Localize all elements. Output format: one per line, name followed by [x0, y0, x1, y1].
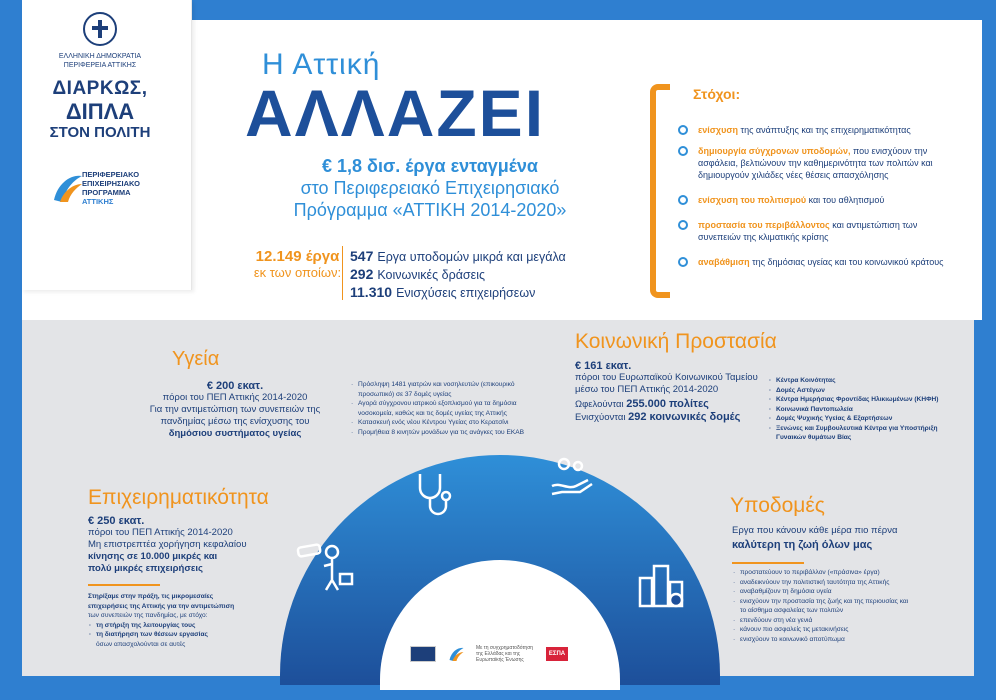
title-sub-3: Πρόγραμμα «ΑΤΤΙΚΗ 2014-2020» [293, 200, 567, 220]
list-item: · επενδύουν στη νέα γενιά [732, 616, 912, 626]
pep-line-3: ΠΡΟΓΡΑΜΜΑ [82, 188, 131, 197]
pep-logo-icon [50, 170, 84, 206]
business-divider [88, 584, 160, 586]
social-benefit-label: Ωφελούνται [575, 399, 624, 410]
list-item: · αναδεικνύουν την πολιτιστική ταυτότητα της Αττικής [732, 578, 912, 588]
city-buildings-icon [636, 560, 688, 612]
espa-text: ΕΣΠΑ [548, 651, 566, 657]
infra-line-2: καλύτερη τη ζωή όλων μας [732, 539, 873, 551]
frame-left [0, 0, 22, 700]
list-item: · προστατεύουν το περιβάλλον («πράσινα» έργα) [732, 568, 912, 578]
health-line-4: δημόσιου συστήματος υγείας [168, 428, 302, 439]
infra-list [732, 568, 912, 644]
health-line-1: πόροι του ΠΕΠ Αττικής 2014-2020 [162, 392, 308, 403]
goal-highlight: ενίσχυση [698, 125, 739, 135]
list-item: · Ξενώνες και Συμβουλευτικά Κέντρα για Υποστήριξη Γυναικών θυμάτων Βίας [768, 424, 968, 443]
target-icon [678, 195, 688, 205]
goal-highlight: αναβάθμιση [698, 257, 750, 267]
total-projects [250, 248, 345, 280]
social-line-1: πόροι του Ευρωπαϊκού Κοινωνικού Ταμείου [575, 372, 758, 383]
business-amount: € 250 εκατ. [88, 515, 145, 527]
list-item: · ενισχύουν το κοινωνικό αποτύπωμα [732, 635, 912, 645]
infra-line-1: Εργα που κάνουν κάθε μέρα πιο πέρνα [732, 525, 898, 536]
health-text [130, 380, 340, 440]
business-line-4: πολύ μικρές επιχειρήσεις [88, 563, 203, 574]
count-value: 547 [350, 248, 374, 264]
goal-text: που ενισχύουν την ασφάλεια, βελτιώνουν την καθημερινότητα των πολιτών και δημιουργούν χιλιάδες νέες θέσεις απασχόλησης [698, 146, 933, 180]
slogan [30, 78, 170, 142]
slogan-line-2: ΔΙΠΛΑ [65, 99, 135, 124]
business-text [88, 515, 268, 575]
footer-logos [410, 644, 568, 664]
business-note [88, 592, 278, 649]
pep-text [82, 170, 172, 206]
business-note-2: επιχειρήσεις της Αττικής για την αντιμετώπιση [88, 602, 235, 610]
goal-item [678, 194, 958, 206]
pep-logo-small-icon [446, 645, 466, 663]
title-small: Η Αττική [262, 48, 381, 81]
goal-text: και αντιμετώπιση των συνεπειών της κλιματικής κρίσης [698, 220, 918, 242]
goal-highlight: προστασία του περιβάλλοντος [698, 220, 830, 230]
infra-heading: Υποδομές [730, 494, 825, 517]
target-icon [678, 146, 688, 156]
goals-title: Στόχοι: [693, 86, 741, 102]
business-line-3: κίνησης σε 10.000 μικρές και [88, 551, 218, 562]
count-value: 292 [350, 266, 374, 282]
title-big: ΑΛΛΑΖΕΙ [245, 76, 546, 150]
target-icon [678, 257, 688, 267]
count-divider [342, 246, 343, 300]
social-text [575, 360, 765, 424]
list-item: · Αγορά σύγχρονου ιατρικού εξοπλισμού για τα δημόσια νοσοκομεία, καθώς και τις δομές υγείας της Αττικής [350, 399, 530, 418]
health-heading: Υγεία [172, 348, 220, 370]
business-heading: Επιχειρηματικότητα [88, 486, 269, 509]
goal-text: της ανάπτυξης και της επιχειρηματικότητας [738, 125, 911, 135]
list-item: · κάνουν πιο ασφαλείς τις μετακινήσεις [732, 625, 912, 635]
slogan-line-3: ΣΤΟΝ ΠΟΛΙΤΗ [49, 124, 151, 141]
health-amount: € 200 εκατ. [206, 380, 264, 392]
social-list [768, 376, 968, 443]
list-item: · Κοινωνικά Παντοπωλεία [768, 405, 968, 415]
business-line-2: Μη επιστρεπτέα χορήγηση κεφαλαίου [88, 539, 247, 550]
business-line-1: πόροι του ΠΕΠ Αττικής 2014-2020 [88, 527, 233, 538]
count-value: 11.310 [350, 284, 393, 300]
goal-item [678, 256, 958, 268]
infra-divider [732, 562, 804, 564]
list-item: · Κέντρα Ημερήσιας Φροντίδας Ηλικιωμένων (ΚΗΦΗ) [768, 395, 968, 405]
crest-line-2: ΠΕΡΙΦΕΡΕΙΑ ΑΤΤΙΚΗΣ [63, 62, 137, 69]
count-item [350, 266, 566, 284]
total-projects-sub: εκ των οποίων: [253, 265, 342, 280]
goal-item [678, 124, 958, 136]
infra-text [732, 525, 942, 551]
title-sub-1: € 1,8 δισ. έργα ενταγμένα [322, 156, 538, 176]
list-item: · Κατασκευή ενός νέου Κέντρου Υγείας στο Κερατσίνι [350, 418, 530, 428]
goal-highlight: ενίσχυση του πολιτισμού [698, 195, 807, 205]
health-list [350, 380, 530, 437]
greek-crest-icon [83, 12, 117, 46]
care-hands-icon [548, 452, 594, 498]
eu-flag-icon [410, 646, 436, 662]
list-item: · αναβαθμίζουν τη δημόσια υγεία [732, 587, 912, 597]
list-item: · ενισχύουν την προστασία της ζωής και της περιουσίας και το αίσθημα ασφαλείας των πολιτών [732, 597, 912, 616]
count-label: Κοινωνικές δράσεις [377, 268, 486, 282]
total-projects-value: 12.149 έργα [255, 248, 340, 265]
crest-line-1: ΕΛΛΗΝΙΚΗ ΔΗΜΟΚΡΑΤΙΑ [58, 53, 142, 60]
count-item [350, 248, 566, 266]
goal-highlight: δημιουργία σύγχρονων υποδομών, [698, 146, 851, 156]
target-icon [678, 220, 688, 230]
pep-line-4: ΑΤΤΙΚΗΣ [82, 197, 114, 206]
list-item: · Δομές Ψυχικής Υγείας & Εξαρτήσεων [768, 414, 968, 424]
count-breakdown [350, 248, 566, 302]
social-benefit-value: 255.000 πολίτες [626, 398, 709, 410]
goals-bracket [650, 84, 670, 298]
target-icon [678, 125, 688, 135]
goal-text: και του αθλητισμού [806, 195, 885, 205]
health-line-2: Για την αντιμετώπιση των συνεπειών της [149, 404, 321, 415]
business-note-3: των συνεπειών της πανδημίας, με στόχο: [88, 612, 208, 619]
pep-line-1: ΠΕΡΙΦΕΡΕΙΑΚΟ [82, 170, 140, 179]
social-support-label: Ενισχύονται [575, 412, 626, 423]
goal-item [678, 219, 958, 243]
count-label: Εργα υποδομών μικρά και μεγάλα [377, 250, 566, 264]
business-note-6: όσων απασχολούνται σε αυτές [96, 640, 186, 648]
frame-right [974, 320, 996, 700]
goal-text: της δημόσιας υγείας και του κοινωνικού κράτους [749, 257, 944, 267]
title-sub [250, 155, 610, 221]
social-heading: Κοινωνική Προστασία [575, 330, 777, 353]
list-item: · Δομές Αστέγων [768, 386, 968, 396]
social-line-2: μέσω του ΠΕΠ Αττικής 2014-2020 [575, 384, 719, 395]
businessman-telescope-icon [296, 540, 356, 592]
title-sub-2: στο Περιφερειακό Επιχειρησιακό [300, 178, 560, 198]
list-item: · τη διατήρηση των θέσεων εργασίας [88, 630, 278, 640]
list-item: · τη στήριξη της λειτουργίας τους [88, 621, 278, 631]
crest-text [30, 52, 170, 70]
espa-logo [546, 647, 568, 661]
health-line-3: πανδημίας μέσω της ενίσχυσης του [160, 416, 310, 427]
count-label: Ενισχύσεις επιχειρήσεων [396, 286, 536, 300]
social-amount: € 161 εκατ. [575, 360, 632, 372]
goal-item [678, 145, 958, 181]
footer-caption: Με τη συγχρηματοδότηση της Ελλάδας και της Ευρωπαϊκής Ένωσης [476, 645, 534, 663]
pep-line-2: ΕΠΙΧΕΙΡΗΣΙΑΚΟ [82, 179, 140, 188]
count-item [350, 284, 566, 302]
slogan-line-1: ΔΙΑΡΚΩΣ, [52, 78, 148, 99]
list-item: · Προμήθεια 8 κινητών μονάδων για τις ανάγκες του ΕΚΑΒ [350, 428, 530, 438]
frame-right-top [982, 0, 996, 320]
business-note-1: Στηρίξαμε στην πράξη, τις μικρομεσαίες [88, 593, 214, 600]
social-support-value: 292 κοινωνικές δομές [628, 411, 741, 423]
stethoscope-icon [412, 470, 452, 518]
list-item: · Πρόσληψη 1481 γιατρών και νοσηλευτών (επικουρικό προσωπικό) σε 37 δομές υγείας [350, 380, 530, 399]
list-item: · Κέντρα Κοινότητας [768, 376, 968, 386]
